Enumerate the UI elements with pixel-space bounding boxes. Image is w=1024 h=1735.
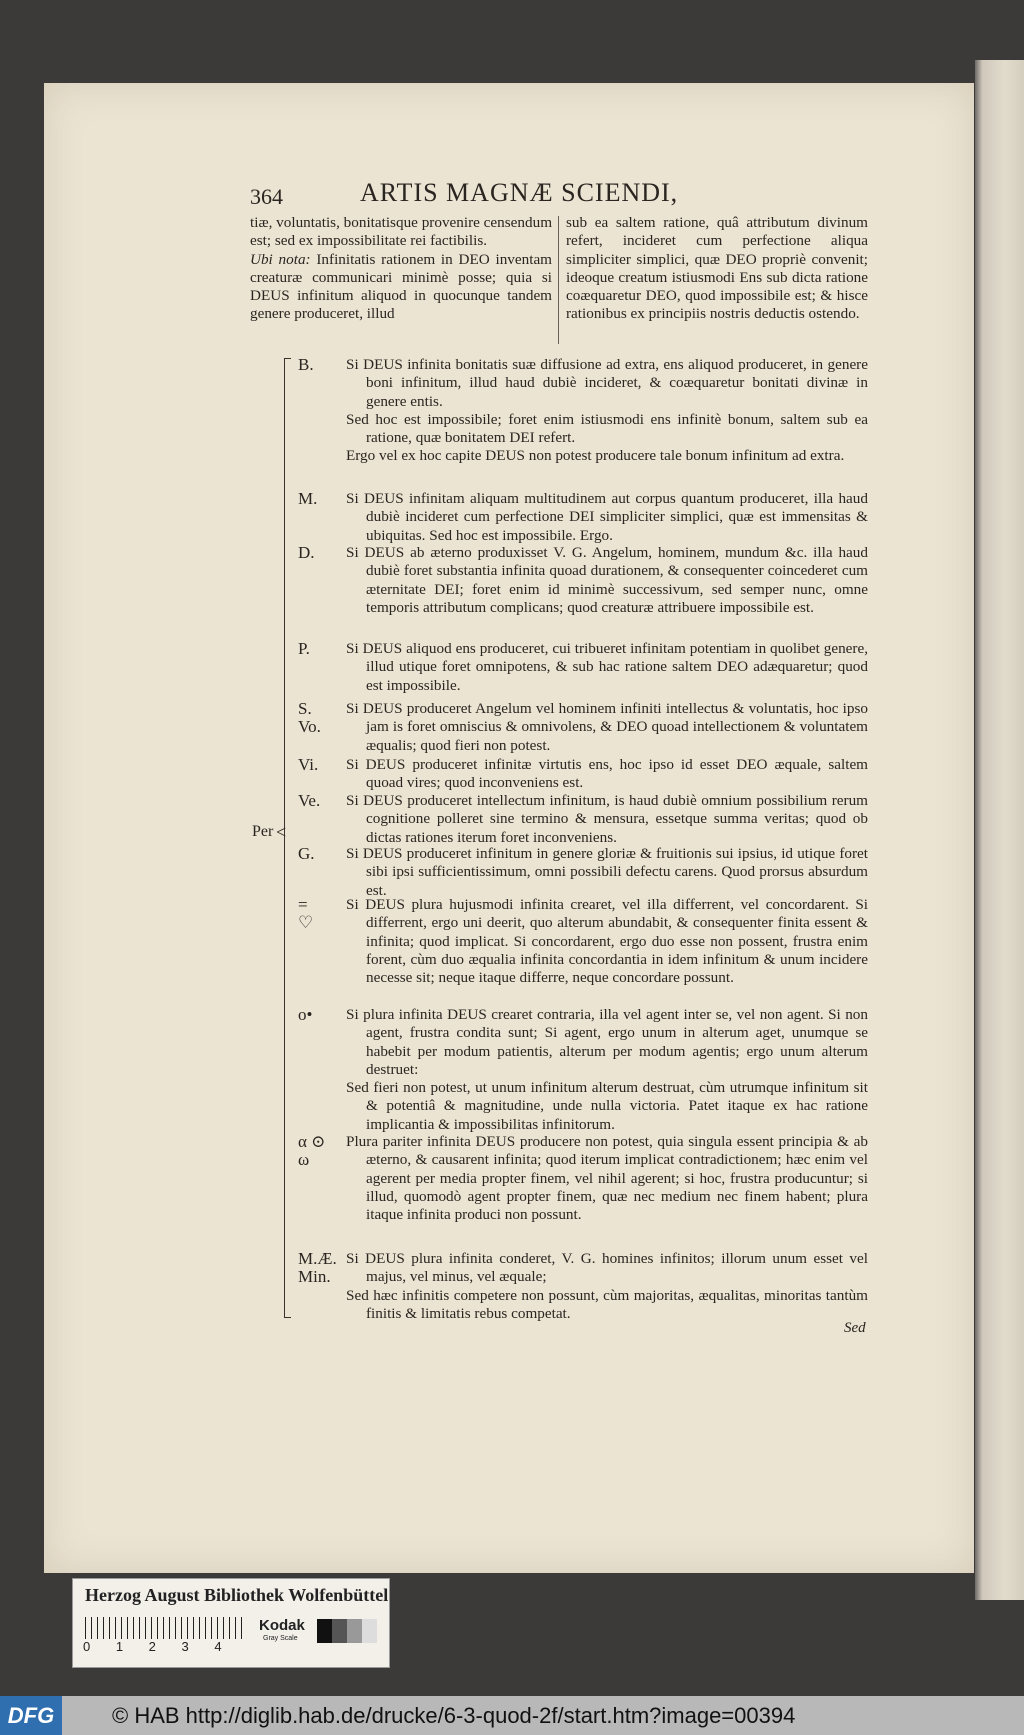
column-rule xyxy=(558,216,559,344)
entry-paragraph: Sed fieri non potest, ut unum infinitum alterum destruat, cùm utrumque infinitum sit & potentiâ & magnitudine, unde nulla victoria. Patet itaque ex hac ratione implicantia & impossibilitas infinitorum. xyxy=(346,1079,868,1133)
entry-label-symbol: = xyxy=(298,895,308,914)
entry-text xyxy=(346,1250,868,1323)
scan-page-edge xyxy=(975,60,1024,1600)
entry-label xyxy=(298,544,346,562)
entry-label xyxy=(298,640,346,658)
argument-entry xyxy=(298,896,868,987)
entry-label xyxy=(298,756,346,774)
entry-label-symbol: S. xyxy=(298,699,312,718)
archive-label-card xyxy=(72,1578,390,1668)
scale-ruler xyxy=(85,1617,245,1639)
intro-right-column xyxy=(566,214,868,324)
entry-paragraph: Si DEUS infinitam aliquam multitudinem aut corpus quantum produceret, illa haud dubiè incideret cum perfectione DEI simpliciter simplici, quæ est immensitas & ubiquitas. Sed hoc est impossibile. Ergo. xyxy=(346,490,868,544)
entry-label xyxy=(298,356,346,374)
intro-right-paragraph: sub ea saltem ratione, quâ attributum divinum refert, incideret cum perfectione aliqua simpliciter simplici, quæ DEO propriè convenit; ideoque creatum istiusmodi Ens sub dicta ratione coæquaretur DEO, quod impossibile est; & hisce rationibus ex principiis nostris deductis ostendo. xyxy=(566,214,868,323)
kodak-subtitle: Gray Scale xyxy=(263,1635,298,1642)
library-name: Herzog August Bibliothek Wolfenbüttel xyxy=(85,1585,389,1605)
entry-paragraph: Plura pariter infinita DEUS producere non potest, quia singula essent principia & ab æterno, & causarent infinita; quod iterum implicat contradictionem; hæc enim vel agerent per media propter finem, vel nihil agerent; si hoc, frustra producuntur; si illud, quomodò agent propter finem, quæ nec medium nec finem habent; plura itaque infinita produci non possunt. xyxy=(346,1133,868,1224)
entry-paragraph: Si DEUS plura hujusmodi infinita crearet, vel illa differrent, vel concordarent. Si differrent, ergo uni deerit, quo alterum abundabit, & consequenter finita essent & infinita; quod implicat. Si concordarent, ergo duo esse non possent, frustra enim forent, cùm duo æqualia infinita concordantia in idem infinitum & unum incidere necesse sit; neque itaque differre, neque concordare possunt. xyxy=(346,896,868,987)
entry-label xyxy=(298,700,346,737)
entry-label-symbol: G. xyxy=(298,844,315,863)
argument-entry xyxy=(298,1006,868,1134)
intro-left-paragraph-1: tiæ, voluntatis, bonitatisque provenire censendum est; sed ex impossibilitate rei factibilis. xyxy=(250,214,553,250)
entry-text xyxy=(346,756,868,793)
entry-label-symbol: M.Æ. xyxy=(298,1249,337,1268)
running-head: ARTIS MAGNÆ SCIENDI, xyxy=(360,178,679,207)
entry-text xyxy=(346,356,868,466)
argument-entry xyxy=(298,356,868,466)
entry-paragraph: Si DEUS plura infinita conderet, V. G. homines infinitos; illorum unum esset vel majus, vel minus, vel æquale; xyxy=(346,1250,868,1286)
entry-paragraph: Si DEUS produceret infinitum in genere gloriæ & fruitionis sui ipsius, id utique foret sibi ipsi sufficientissimum, omni possibili defectu carens. Quod prorsus absurdum est. xyxy=(346,845,868,899)
entry-text xyxy=(346,640,868,695)
entry-paragraph: Sed hoc est impossibile; foret enim istiusmodi ens infinitè bonum, saltem sub ea ratione, quæ bonitatem DEI refert. xyxy=(346,410,868,447)
entry-paragraph: Sed hæc infinitis competere non possunt, cùm majoritas, æqualitas, minoritas tantùm finitis & limitatis rebus competat. xyxy=(346,1286,868,1322)
entry-paragraph: Si DEUS infinita bonitatis suæ diffusione ad extra, ens aliquod produceret, in genere boni infinitum, illud haud dubiè incideret, & coæquaretur bonitati divinæ in genere entis. xyxy=(346,356,868,410)
entry-paragraph: Si plura infinita DEUS crearet contraria, illa vel agent inter se, vel non agent. Si non agent, frustra condita sunt; Si agent, ergo unum in alterum aget, unumque se habebit per modum patientis, alterum per modum agentis; ergo unum alterum destruet: xyxy=(346,1006,868,1078)
entry-label-symbol: M. xyxy=(298,489,318,508)
intro-left-column xyxy=(250,214,552,324)
entry-label-symbol: B. xyxy=(298,355,314,374)
entry-label xyxy=(298,490,346,508)
entry-label-symbol: Vi. xyxy=(298,755,319,774)
catchword: Sed xyxy=(844,1320,866,1336)
entry-paragraph: Ergo vel ex hoc capite DEUS non potest producere tale bonum infinitum ad extra. xyxy=(346,447,845,465)
entry-text xyxy=(346,700,868,755)
entry-text xyxy=(346,1006,868,1134)
entry-label-symbol: P. xyxy=(298,639,310,658)
entry-label-symbol: o• xyxy=(298,1005,313,1024)
argument-entry xyxy=(298,640,868,695)
page-number: 364 xyxy=(250,184,283,209)
argument-entry xyxy=(298,756,868,793)
page-header xyxy=(250,178,870,212)
entry-label xyxy=(298,792,346,810)
argument-entry xyxy=(298,845,868,900)
entry-label-symbol: D. xyxy=(298,543,315,562)
argument-entry xyxy=(298,1250,868,1323)
entry-label-symbol: Ve. xyxy=(298,791,321,810)
entry-label-symbol: ω xyxy=(298,1150,310,1170)
entry-label-symbol: Vo. xyxy=(298,717,321,737)
entry-paragraph: Si DEUS ab æterno produxisset V. G. Angelum, hominem, mundum &c. illa haud dubiè foret substantia infinita quoad durationem, & consequenter coincederet cum æternitate DEI; foret enim id minimè successivum, sed semper nunc, omne temporis attributum complicans; quod creaturæ attribuere impossibile est. xyxy=(346,544,868,616)
entry-text xyxy=(346,845,868,900)
entry-label xyxy=(298,1250,346,1287)
intro-left-paragraph-2 xyxy=(250,251,552,324)
entry-label-symbol: Min. xyxy=(298,1267,331,1287)
entry-paragraph: Si DEUS produceret infinitæ virtutis ens, hoc ipso id esset DEO æquale, saltem quoad vires; quod inconveniens est. xyxy=(346,756,868,792)
note-text: Infinitatis rationem in DEO inventam creaturæ communicari minimè posse; quia si DEUS infinitum aliquod in quocunque tandem genere produceret, illud xyxy=(250,250,552,323)
brace-point-icon: < xyxy=(276,822,287,842)
entry-text xyxy=(346,792,868,847)
entry-label xyxy=(298,845,346,863)
entry-label xyxy=(298,1133,346,1170)
argument-entry xyxy=(298,1133,868,1224)
note-label: Ubi nota: xyxy=(250,250,311,268)
dfg-logo: DFG xyxy=(0,1696,62,1735)
entry-paragraph: Si DEUS produceret intellectum infinitum, is haud dubiè omnium possibilium rerum cognitione polleret sine termino & mensura, essetque summa veritas; quod ob dictas rationes iterum foret inconveniens. xyxy=(346,792,868,846)
entry-label-symbol: ♡ xyxy=(298,913,314,933)
entry-text xyxy=(346,490,868,545)
argument-entry xyxy=(298,792,868,847)
entry-label xyxy=(298,896,346,933)
per-label: Per xyxy=(252,823,274,840)
footer-bar xyxy=(0,1696,1024,1735)
copyright-url[interactable]: © HAB http://diglib.hab.de/drucke/6-3-quod-2f/start.htm?image=00394 xyxy=(112,1703,796,1728)
argument-entry xyxy=(298,544,868,617)
entry-text xyxy=(346,1133,868,1224)
entry-paragraph: Si DEUS aliquod ens produceret, cui tribueret infinitam potentiam in quolibet genere, illud utique foret omnipotens, & sub hac ratione saltem DEO adæquaretur; quod est impossibile. xyxy=(346,640,868,694)
kodak-logo: Kodak xyxy=(259,1617,305,1634)
gray-scale-swatch xyxy=(317,1619,377,1643)
entry-paragraph: Si DEUS produceret Angelum vel hominem infiniti intellectus & voluntatis, hoc ipso jam is foret omniscius & omnivolens, & DEO quoad intellectionem & voluntatem æqualis; quod fieri non potest. xyxy=(346,700,868,754)
entry-text xyxy=(346,896,868,987)
ruler-numbers: 0 1 2 3 4 xyxy=(83,1639,222,1654)
argument-entry xyxy=(298,490,868,545)
argument-entry xyxy=(298,700,868,755)
entry-label xyxy=(298,1006,346,1024)
entry-text xyxy=(346,544,868,617)
entry-label-symbol: α ⊙ xyxy=(298,1132,326,1151)
